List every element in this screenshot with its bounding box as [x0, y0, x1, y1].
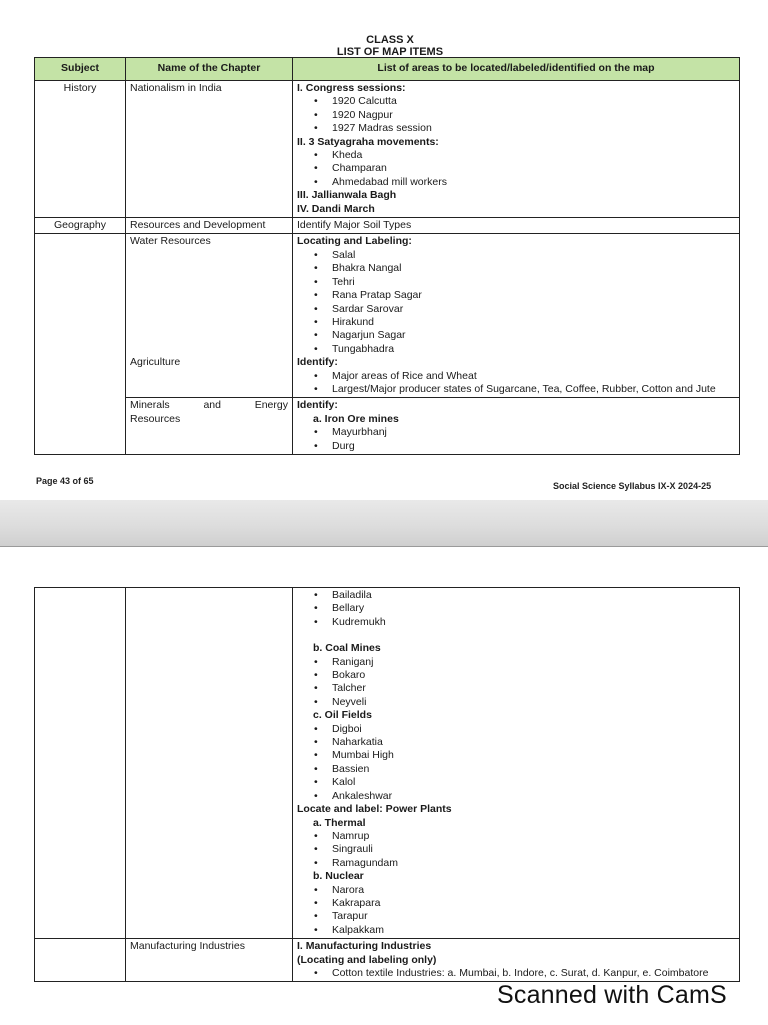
iron-ore-heading: a. Iron Ore mines: [313, 412, 399, 425]
header-chapter: Name of the Chapter: [126, 58, 293, 81]
list-item: • Nagarjun Sagar: [332, 329, 735, 342]
satyagraha-list: [297, 149, 735, 189]
subject-history: History: [35, 81, 126, 218]
list-item: • Singrauli: [332, 843, 735, 856]
document-page-44: [0, 546, 768, 1025]
subject-empty-cell: [35, 234, 126, 455]
agriculture-list: [297, 370, 735, 397]
chapter-agriculture: Agriculture: [130, 355, 181, 368]
list-item: • Kalol: [332, 776, 735, 789]
areas-manufacturing: [293, 939, 740, 982]
coal-heading: b. Coal Mines: [313, 642, 381, 655]
chapter-cell-water-agri: [126, 234, 293, 398]
areas-minerals: [293, 398, 740, 455]
list-item: • Sardar Sarovar: [332, 303, 735, 316]
list-item: • Bokaro: [332, 669, 735, 682]
map-items-table-continued: [34, 587, 740, 982]
list-item: • Durg: [332, 440, 735, 453]
subject-empty-cell: [35, 939, 126, 982]
list-item: • Mayurbhanj: [332, 426, 735, 439]
congress-heading: I. Congress sessions:: [297, 82, 406, 94]
table-row-geography: [35, 218, 740, 234]
table-row-water-agriculture: [35, 234, 740, 398]
header-areas: List of areas to be located/labeled/identified on the map: [293, 58, 740, 81]
list-item: • Ankaleshwar: [332, 790, 735, 803]
list-item: • Kudremukh: [332, 616, 735, 629]
list-item: • Tehri: [332, 276, 735, 289]
oil-list: [297, 723, 735, 803]
chapter-minerals-line2: Resources: [130, 412, 181, 425]
chapter-nationalism: Nationalism in India: [126, 81, 293, 218]
coal-list: [297, 656, 735, 710]
syllabus-footer: Social Science Syllabus IX-X 2024-25: [553, 481, 712, 491]
table-row-minerals-cont: [35, 588, 740, 939]
water-heading: Locating and Labeling:: [297, 235, 412, 248]
table-header-row: [35, 58, 740, 81]
table-row-minerals: [35, 398, 740, 455]
list-item: • Narora: [332, 884, 735, 897]
thermal-list: [297, 830, 735, 870]
map-items-table: [34, 57, 740, 455]
areas-history: [293, 81, 740, 218]
list-item: • 1927 Madras session: [332, 122, 735, 135]
areas-minerals-cont: [293, 588, 740, 939]
chapter-manufacturing: Manufacturing Industries: [126, 939, 293, 982]
list-item: • Raniganj: [332, 656, 735, 669]
scanner-watermark: Scanned with CamS: [497, 981, 727, 1009]
page-number: Page 43 of 65: [36, 476, 94, 486]
list-item: • Kheda: [332, 149, 735, 162]
list-item: • Ramagundam: [332, 857, 735, 870]
table-row-manufacturing: [35, 939, 740, 982]
list-item: • Salal: [332, 249, 735, 262]
satyagraha-heading: II. 3 Satyagraha movements:: [297, 135, 439, 148]
congress-list: [297, 95, 735, 135]
spacer: [297, 629, 735, 642]
list-item: • Rana Pratap Sagar: [332, 289, 735, 302]
list-item: • Bellary: [332, 602, 735, 615]
header-subject: Subject: [35, 58, 126, 81]
list-item: • Bailadila: [332, 589, 735, 602]
chapter-minerals: [126, 398, 293, 455]
list-item: • Major areas of Rice and Wheat: [332, 370, 735, 383]
chapter-empty-cell: [126, 588, 293, 939]
list-item: • Largest/Major producer states of Sugarcane, Tea, Coffee, Rubber, Cotton and Jute: [332, 383, 735, 396]
list-item: • Mumbai High: [332, 749, 735, 762]
list-item: • Namrup: [332, 830, 735, 843]
manufacturing-list: [297, 967, 735, 980]
jallianwala-item: III. Jallianwala Bagh: [297, 189, 397, 202]
nuclear-list: [297, 884, 735, 938]
manufacturing-heading: I. Manufacturing Industries: [297, 940, 432, 953]
list-item: • 1920 Calcutta: [332, 95, 735, 108]
chapter-minerals-line1: Minerals and Energy: [130, 399, 288, 412]
chapter-resources-development: Resources and Development: [126, 218, 293, 234]
areas-soil-types: Identify Major Soil Types: [293, 218, 740, 234]
dandi-item: IV. Dandi March: [297, 202, 375, 215]
thermal-heading: a. Thermal: [313, 816, 366, 829]
class-title: CLASS X: [366, 34, 414, 46]
list-item: • Hirakund: [332, 316, 735, 329]
list-title: LIST OF MAP ITEMS: [336, 46, 444, 58]
minerals-heading: Identify:: [297, 399, 338, 412]
list-item: • 1920 Nagpur: [332, 109, 735, 122]
list-item: • Digboi: [332, 723, 735, 736]
list-item: • Champaran: [332, 162, 735, 175]
power-plants-heading: Locate and label: Power Plants: [297, 803, 452, 816]
document-page-43: [0, 0, 768, 501]
subject-geography: Geography: [35, 218, 126, 234]
list-item: • Kalpakkam: [332, 924, 735, 937]
oil-heading: c. Oil Fields: [313, 709, 372, 722]
subject-empty-cell: [35, 588, 126, 939]
list-item: • Ahmedabad mill workers: [332, 176, 735, 189]
list-item: • Tungabhadra: [332, 343, 735, 356]
page-gap: [0, 500, 768, 546]
list-item: • Cotton textile Industries: a. Mumbai, b. Indore, c. Surat, d. Kanpur, e. Coimbatore: [332, 967, 735, 980]
table-row-history: [35, 81, 740, 218]
areas-water-agri: [293, 234, 740, 398]
list-item: • Kakrapara: [332, 897, 735, 910]
list-item: • Bassien: [332, 763, 735, 776]
dams-list: [297, 249, 735, 356]
list-item: • Bhakra Nangal: [332, 262, 735, 275]
manufacturing-subheading: (Locating and labeling only): [297, 953, 437, 966]
list-item: • Tarapur: [332, 910, 735, 923]
chapter-water-resources: Water Resources: [130, 235, 211, 248]
nuclear-heading: b. Nuclear: [313, 870, 364, 883]
list-item: • Naharkatia: [332, 736, 735, 749]
agriculture-heading: Identify:: [297, 356, 338, 369]
list-item: • Neyveli: [332, 696, 735, 709]
iron-ore-list-cont: [297, 589, 735, 629]
iron-ore-list: [297, 426, 735, 453]
list-item: • Talcher: [332, 682, 735, 695]
